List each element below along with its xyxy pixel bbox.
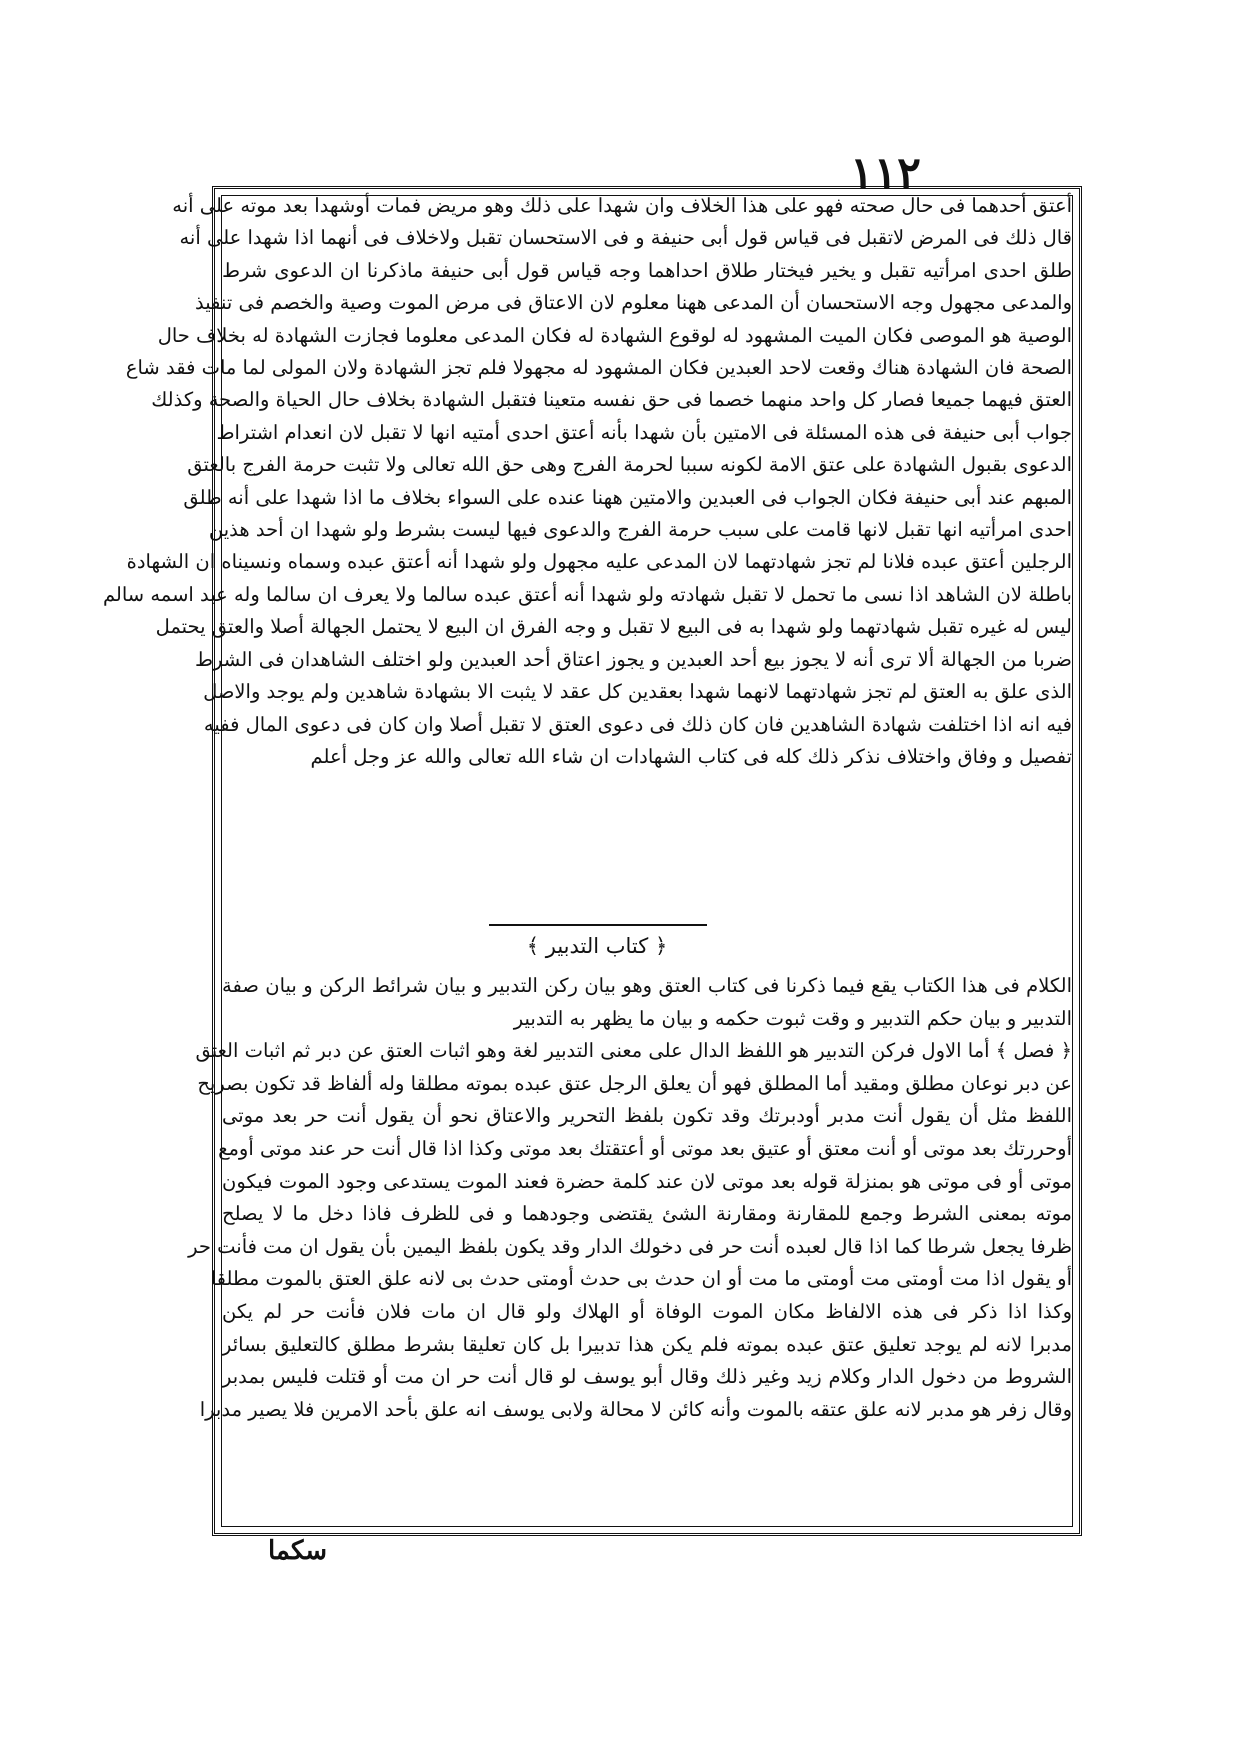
text-line: احدى امرأتيه انها تقبل لانها قامت على سبب حرمة الفرج والدعوى فيها ليست بشرط ولو شهدا ان أحد هذين xyxy=(208,518,1072,542)
text-line: ظرفا يجعل شرطا كما اذا قال لعبده أنت حر فى دخولك الدار وقد يكون بلفظ اليمين بأن يقول ان مت فأنت حر xyxy=(188,1234,1072,1258)
section-divider xyxy=(489,924,707,926)
text-line: جواب أبى حنيفة فى هذه المسئلة فى الامتين بأن شهدا بأنه أعتق احدى أمتيه انها لا تقبل لان انعدام اشتراط xyxy=(216,420,1072,444)
text-line: باطلة لان الشاهد اذا نسى ما تحمل لا تقبل شهادته ولو شهدا أنه أعتق عبده سالما ولا يعرف ان سالما وله عبد اسمه سالم xyxy=(102,582,1072,606)
text-line: ضربا من الجهالة ألا ترى أنه لا يجوز بيع أحد العبدين و يجوز اعتاق أحد العبدين ولو اختلف الشاهدان فى الشرط xyxy=(195,647,1072,671)
text-line: أعتق أحدهما فى حال صحته فهو على هذا الخلاف وان شهدا على ذلك وهو مريض فمات أوشهدا بعد موته على أنه xyxy=(172,194,1072,217)
page-number: ١١٢ xyxy=(850,148,921,199)
text-line: مدبرا لانه لم يوجد تعليق عتق عبده بموته فلم يكن هذا تدبيرا بل كان تعليقا بشرط مطلق كالتعليق بسائر xyxy=(222,1332,1072,1356)
text-line: تفصيل و وفاق واختلاف نذكر ذلك كله فى كتاب الشهادات ان شاء الله تعالى والله عز وجل أعلم xyxy=(310,744,1072,768)
section-body-2 xyxy=(188,970,1072,1426)
text-line: والمدعى مجهول وجه الاستحسان أن المدعى ههنا معلوم لان الاعتاق فى مرض الموت وصية والخصم فى تنفيذ xyxy=(194,291,1072,315)
text-line: الكلام فى هذا الكتاب يقع فيما ذكرنا فى كتاب العتق وهو بيان ركن التدبير و بيان شرائط الركن و بيان صفة xyxy=(222,974,1072,997)
text-line: العتق فيهما جميعا فصار كل واحد منهما خصما فى حق نفسه متعينا فتقبل الشهادة بخلاف حال الحياة والصحة وكذلك xyxy=(151,388,1072,412)
text-line: الصحة فان الشهادة هناك وقعت لاحد العبدين فكان المشهود له مجهولا فلم تجز الشهادة ولان المولى لما مات فقد شاع xyxy=(125,356,1072,380)
text-line: الوصية هو الموصى فكان الميت المشهود له لوقوع الشهادة له فكان المدعى معلوما فجازت الشهادة له بخلاف حال xyxy=(157,323,1072,347)
text-line: أوحررتك بعد موتى أو أنت معتق أو عتيق بعد موتى أو أعتقتك بعد موتى وكذا اذا قال أنت حر عند موتى أومع xyxy=(218,1136,1072,1160)
text-line: اللفظ مثل أن يقول أنت مدبر أودبرتك وقد تكون بلفظ التحرير والاعتاق نحو أن يقول أنت حر بعد موتى xyxy=(222,1104,1072,1128)
text-line: التدبير و بيان حكم التدبير و وقت ثبوت حكمه و بيان ما يظهر به التدبير xyxy=(513,1006,1072,1030)
text-line: ﴿ فصل ﴾ أما الاول فركن التدبير هو اللفظ الدال على معنى التدبير لغة وهو اثبات العتق عن دبر ثم اثبات العتق xyxy=(195,1039,1072,1063)
text-line: الذى علق به العتق لم تجز شهادتهما لانهما شهدا بعقدين كل عقد لا يثبت الا بشهادة شاهدين ولم يوجد والاصل xyxy=(203,680,1072,704)
text-line: وقال زفر هو مدبر لانه علق عتقه بالموت وأنه كائن لا محالة ولابى يوسف انه علق بأحد الامرين فلا يصير مدبرا xyxy=(199,1397,1072,1421)
text-line: طلق احدى امرأتيه تقبل و يخير فيختار طلاق احداهما وجه قياس قول أبى حنيفة ماذكرنا ان الدعوى شرط xyxy=(222,258,1072,282)
section-body-1 xyxy=(102,190,1072,773)
text-line: ليس له غيره تقبل شهادتهما ولو شهدا به فى البيع لا تقبل و وجه الفرق ان البيع لا يحتمل الجهالة أصلا والعتق يحتمل xyxy=(155,615,1072,639)
text-line: عن دبر نوعان مطلق ومقيد أما المطلق فهو أن يعلق الرجل عتق عبده بموته مطلقا وله ألفاظ قد تكون بصريح xyxy=(197,1071,1072,1095)
text-line: وكذا اذا ذكر فى هذه الالفاظ مكان الموت الوفاة أو الهلاك ولو قال ان مات فلان فأنت حر لم يكن xyxy=(222,1299,1072,1323)
catchword: سكما xyxy=(268,1536,328,1566)
text-line: المبهم عند أبى حنيفة فكان الجواب فى العبدين والامتين ههنا عنده على السواء بخلاف ما اذا شهدا على أنه طلق xyxy=(183,485,1072,509)
chapter-title: ﴿ كتاب التدبير ﴾ xyxy=(526,934,668,958)
text-line: الرجلين أعتق عبده فلانا لم تجز شهادتهما لان المدعى عليه مجهول ولو شهدا أنه أعتق عبده وسماه ونسيناه ان الشهادة xyxy=(126,550,1072,574)
text-line: موتى أو فى موتى هو بمنزلة قوله بعد موتى لان عند كلمة حضرة فعند الموت يستدعى وجود الموت فيكون xyxy=(222,1169,1072,1193)
text-line: قال ذلك فى المرض لاتقبل فى قياس قول أبى حنيفة و فى الاستحسان تقبل ولاخلاف فى أنهما اذا شهدا على أنه xyxy=(179,226,1072,250)
text-line: الدعوى بقبول الشهادة على عتق الامة لكونه سببا لحرمة الفرج وهى حق الله تعالى ولا تثبت حرمة الفرج بالعتق xyxy=(187,453,1072,477)
text-line: موته بمعنى الشرط وجمع للمقارنة ومقارنة الشئ يقتضى وجودهما و فى للظرف فاذا دخل ما لا يصلح xyxy=(222,1202,1072,1226)
text-line: الشروط من دخول الدار وكلام زيد وغير ذلك وقال أبو يوسف لو قال أنت حر ان مت أو قتلت فليس بمدبر xyxy=(222,1365,1072,1389)
text-line: أو يقول اذا مت أومتى مت أومتى ما مت أو ان حدث بى حدث أومتى حدث بى لانه علق العتق بالموت مطلقا xyxy=(210,1267,1072,1291)
text-line: فيه انه اذا اختلفت شهادة الشاهدين فان كان ذلك فى دعوى العتق لا تقبل أصلا وان كان فى دعوى المال ففيه xyxy=(203,712,1072,736)
